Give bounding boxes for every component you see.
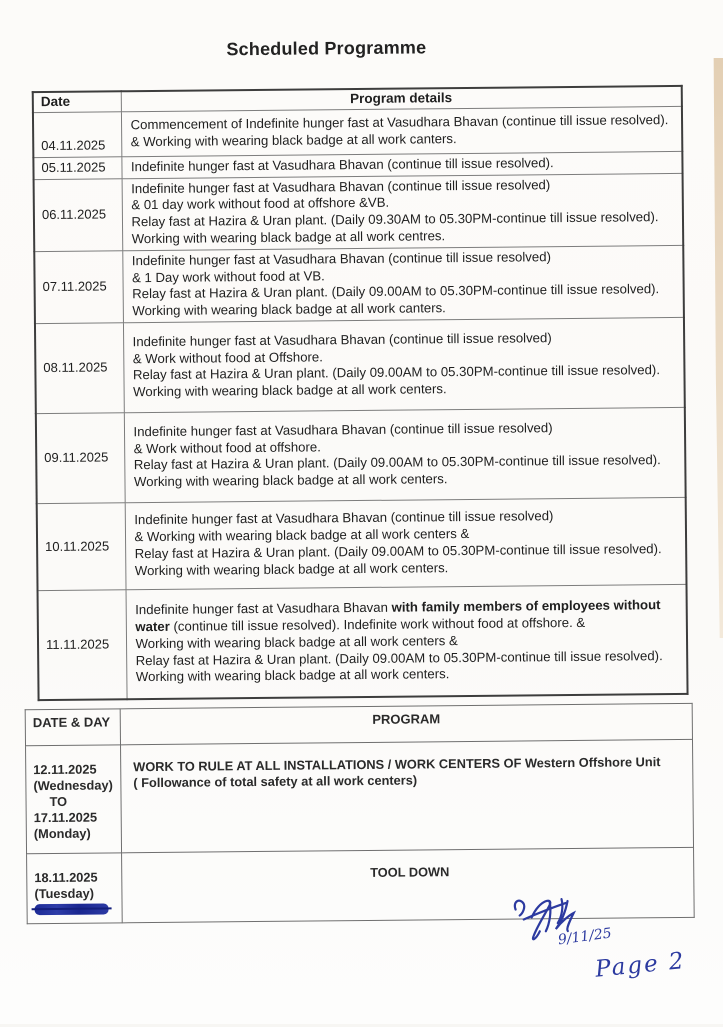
struck-out-note [35, 903, 109, 915]
program-detail-line: Indefinite hunger fast at Vasudhara Bhavan with family members of employees without water (continue till issue resolved). Indefinite work without food at offshore. & [135, 597, 661, 635]
program-details-cell [122, 245, 684, 323]
program-detail-line: Indefinite hunger fast at Vasudhara Bhavan (continue till issue resolved). [130, 154, 554, 174]
table-row [37, 497, 687, 590]
program-column-header: PROGRAM [120, 703, 692, 744]
date-cell: 04.11.2025 [33, 112, 121, 158]
program-detail-line: Commencement of Indefinite hunger fast at Vasudhara Bhavan (continue till issue resolved). & Working with wearing black badge at all work canters. [130, 112, 669, 149]
program-detail-line: & Work without food at Offshore. [132, 349, 323, 366]
signature-scribble-icon [509, 891, 605, 962]
date-line: (Tuesday) [34, 885, 95, 902]
program-details-cell [126, 584, 688, 699]
date-day-cell [27, 853, 123, 924]
signature-block [509, 890, 690, 983]
table-row [34, 245, 684, 323]
program-detail-line: Working with wearing black badge at all work centers. [133, 381, 447, 400]
program-detail-line: Working with wearing black badge at all work centers & [135, 632, 458, 651]
program-detail-line: WORK TO RULE AT ALL INSTALLATIONS / WORK CENTERS OF Western Offshore Unit [133, 754, 661, 775]
program-detail-line: Indefinite hunger fast at Vasudhara Bhavan (continue till issue resolved) [133, 420, 553, 440]
program-details-cell [125, 497, 687, 589]
page-number-label: Page 2 [594, 948, 687, 983]
program-detail-line: Working with wearing black badge at all work centres. [131, 228, 446, 247]
program-detail-line: TOOL DOWN [370, 864, 450, 880]
schedule-table [32, 85, 689, 702]
program-detail-line: Indefinite hunger fast at Vasudhara Bhavan (continue till issue resolved) [132, 330, 552, 350]
date-cell: 10.11.2025 [37, 503, 126, 591]
date-column-header: Date [33, 91, 121, 112]
table-row [26, 739, 694, 853]
date-cell: 06.11.2025 [34, 178, 123, 251]
date-cell: 11.11.2025 [38, 590, 127, 701]
date-line: (Wednesday) [33, 777, 113, 794]
program-detail-line: ( Followance of total safety at all work centers) [133, 772, 418, 791]
table-row [34, 173, 684, 251]
date-cell: 07.11.2025 [34, 251, 123, 324]
date-line: 17.11.2025 [33, 809, 98, 826]
date-cell: 08.11.2025 [35, 323, 124, 414]
date-day-column-header: DATE & DAY [25, 709, 120, 746]
table-row [38, 584, 688, 700]
program-details-cell [121, 106, 682, 156]
program-detail-line: Relay fast at Hazira & Uran plant. (Daily 09.00AM to 05.30PM-continue till issue resolved). [135, 647, 663, 668]
program-detail-line: Indefinite hunger fast at Vasudhara Bhavan (continue till issue resolved) [131, 248, 551, 268]
date-line: TO [49, 793, 68, 810]
date-cell: 05.11.2025 [33, 157, 121, 180]
program-detail-line: Indefinite hunger fast at Vasudhara Bhavan (continue till issue resolved) [134, 508, 554, 528]
table-row [35, 317, 685, 413]
date-line: (Monday) [33, 825, 91, 842]
program-detail-line: & 1 Day work without food at VB. [131, 267, 325, 285]
program-detail-line: Working with wearing black badge at all work canters. [132, 300, 446, 319]
program-detail-line: Relay fast at Hazira & Uran plant. (Daily 09.00AM to 05.30PM-continue till issue resolved). [133, 452, 661, 473]
program-detail-line: Relay fast at Hazira & Uran plant. (Daily 09.00AM to 05.30PM-continue till issue resolved). [132, 362, 661, 383]
program-detail-line: Working with wearing black badge at all work centers. [135, 666, 450, 685]
program-detail-line: Relay fast at Hazira & Uran plant. (Daily 09.00AM to 05.30PM-continue till issue resolved). [134, 541, 662, 562]
program-details-cell [124, 407, 686, 502]
program-detail-line: Indefinite hunger fast at Vasudhara Bhavan (continue till issue resolved) [131, 176, 551, 196]
program-cell [121, 739, 694, 852]
date-line: 18.11.2025 [34, 869, 98, 886]
program-detail-line: Working with wearing black badge at all work centers. [133, 471, 448, 490]
date-day-cell [26, 745, 122, 854]
program-details-column-header: Program details [121, 86, 682, 112]
program-details-cell [123, 317, 685, 412]
date-cell: 09.11.2025 [36, 413, 125, 504]
table-row [33, 106, 682, 157]
program-detail-line: & 01 day work without food at offshore &VB. [131, 195, 390, 213]
signature-date: 9/11/25 [557, 925, 613, 949]
program-details-cell [122, 173, 684, 251]
program-detail-line: Relay fast at Hazira & Uran plant. (Daily 09.30AM to 05.30PM-continue till issue resolved). [131, 209, 659, 230]
program-detail-line: & Work without food at offshore. [133, 439, 321, 456]
program-detail-line: & Working with wearing black badge at all work centers & [134, 526, 470, 545]
page-title: Scheduled Programme [226, 37, 427, 60]
table-row [36, 407, 686, 503]
program-detail-line: Relay fast at Hazira & Uran plant. (Daily 09.00AM to 05.30PM-continue till issue resolved). [132, 281, 660, 302]
program-detail-line: Working with wearing black badge at all work centers. [134, 559, 449, 578]
date-line: 12.11.2025 [33, 761, 97, 778]
